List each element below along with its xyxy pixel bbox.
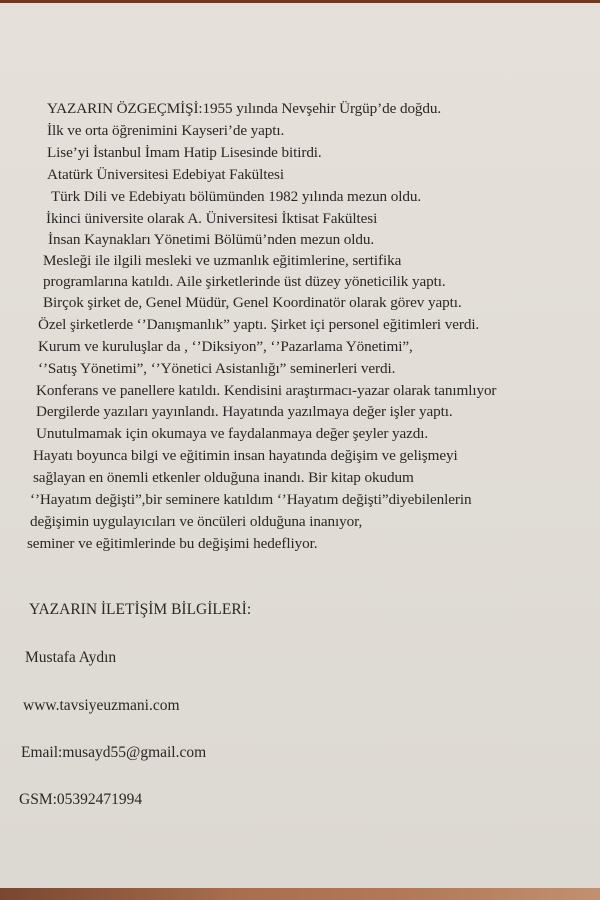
bio-line: sağlayan en önemli etkenler olduğuna inandı. Bir kitap okudum xyxy=(33,469,414,486)
bio-line: Atatürk Üniversitesi Edebiyat Fakültesi xyxy=(47,166,284,183)
bio-line: seminer ve eğitimlerinde bu değişimi hedefliyor. xyxy=(27,535,318,552)
bio-line: Özel şirketlerde ‘’Danışmanlık” yaptı. Şirket içi personel eğitimleri verdi. xyxy=(38,316,480,333)
book-back-cover-page xyxy=(0,3,600,888)
bio-line: Dergilerde yazıları yayınlandı. Hayatında yazılmaya değer işler yaptı. xyxy=(36,403,453,420)
bio-line: programlarına katıldı. Aile şirketlerinde üst düzey yöneticilik yaptı. xyxy=(43,273,446,290)
bio-line: Kurum ve kuruluşlar da , ‘’Diksiyon”, ‘’Pazarlama Yönetimi”, xyxy=(38,338,413,355)
wood-surface-bottom xyxy=(0,888,600,900)
contact-heading: YAZARIN İLETİŞİM BİLGİLERİ: xyxy=(29,601,252,618)
bio-line: İlk ve orta öğrenimini Kayseri’de yaptı. xyxy=(47,122,285,139)
bio-line: Konferans ve panellere katıldı. Kendisini araştırmacı-yazar olarak tanımlıyor xyxy=(36,382,497,399)
bio-line-heading: YAZARIN ÖZGEÇMİŞİ:1955 yılında Nevşehir Ürgüp’de doğdu. xyxy=(47,100,442,117)
bio-line: değişimin uygulayıcıları ve öncüleri olduğuna inanıyor, xyxy=(30,513,363,530)
bio-line: İnsan Kaynakları Yönetimi Bölümü’nden mezun oldu. xyxy=(48,231,375,248)
bio-line: İkinci üniversite olarak A. Üniversitesi İktisat Fakültesi xyxy=(46,210,378,227)
bio-line: Birçok şirket de, Genel Müdür, Genel Koordinatör olarak görev yaptı. xyxy=(43,294,462,311)
bio-line: Lise’yi İstanbul İmam Hatip Lisesinde bitirdi. xyxy=(47,144,322,161)
bio-line: Hayatı boyunca bilgi ve eğitimin insan hayatında değişim ve gelişmeyi xyxy=(33,447,458,464)
author-name: Mustafa Aydın xyxy=(25,649,117,666)
phone-number: GSM:05392471994 xyxy=(19,791,143,808)
bio-line: Mesleği ile ilgili mesleki ve uzmanlık eğitimlerine, sertifika xyxy=(43,252,402,269)
bio-line: ‘’Satış Yönetimi”, ‘’Yönetici Asistanlığı” seminerleri verdi. xyxy=(38,360,396,377)
website-link: www.tavsiyeuzmani.com xyxy=(23,697,180,714)
bio-line: Türk Dili ve Edebiyatı bölümünden 1982 yılında mezun oldu. xyxy=(51,188,422,205)
bio-line: Unutulmamak için okumaya ve faydalanmaya değer şeyler yazdı. xyxy=(36,425,429,442)
email-address: Email:musayd55@gmail.com xyxy=(21,744,207,761)
bio-line: ‘’Hayatım değişti”,bir seminere katıldım ‘’Hayatım değişti”diyebilenlerin xyxy=(30,491,472,508)
